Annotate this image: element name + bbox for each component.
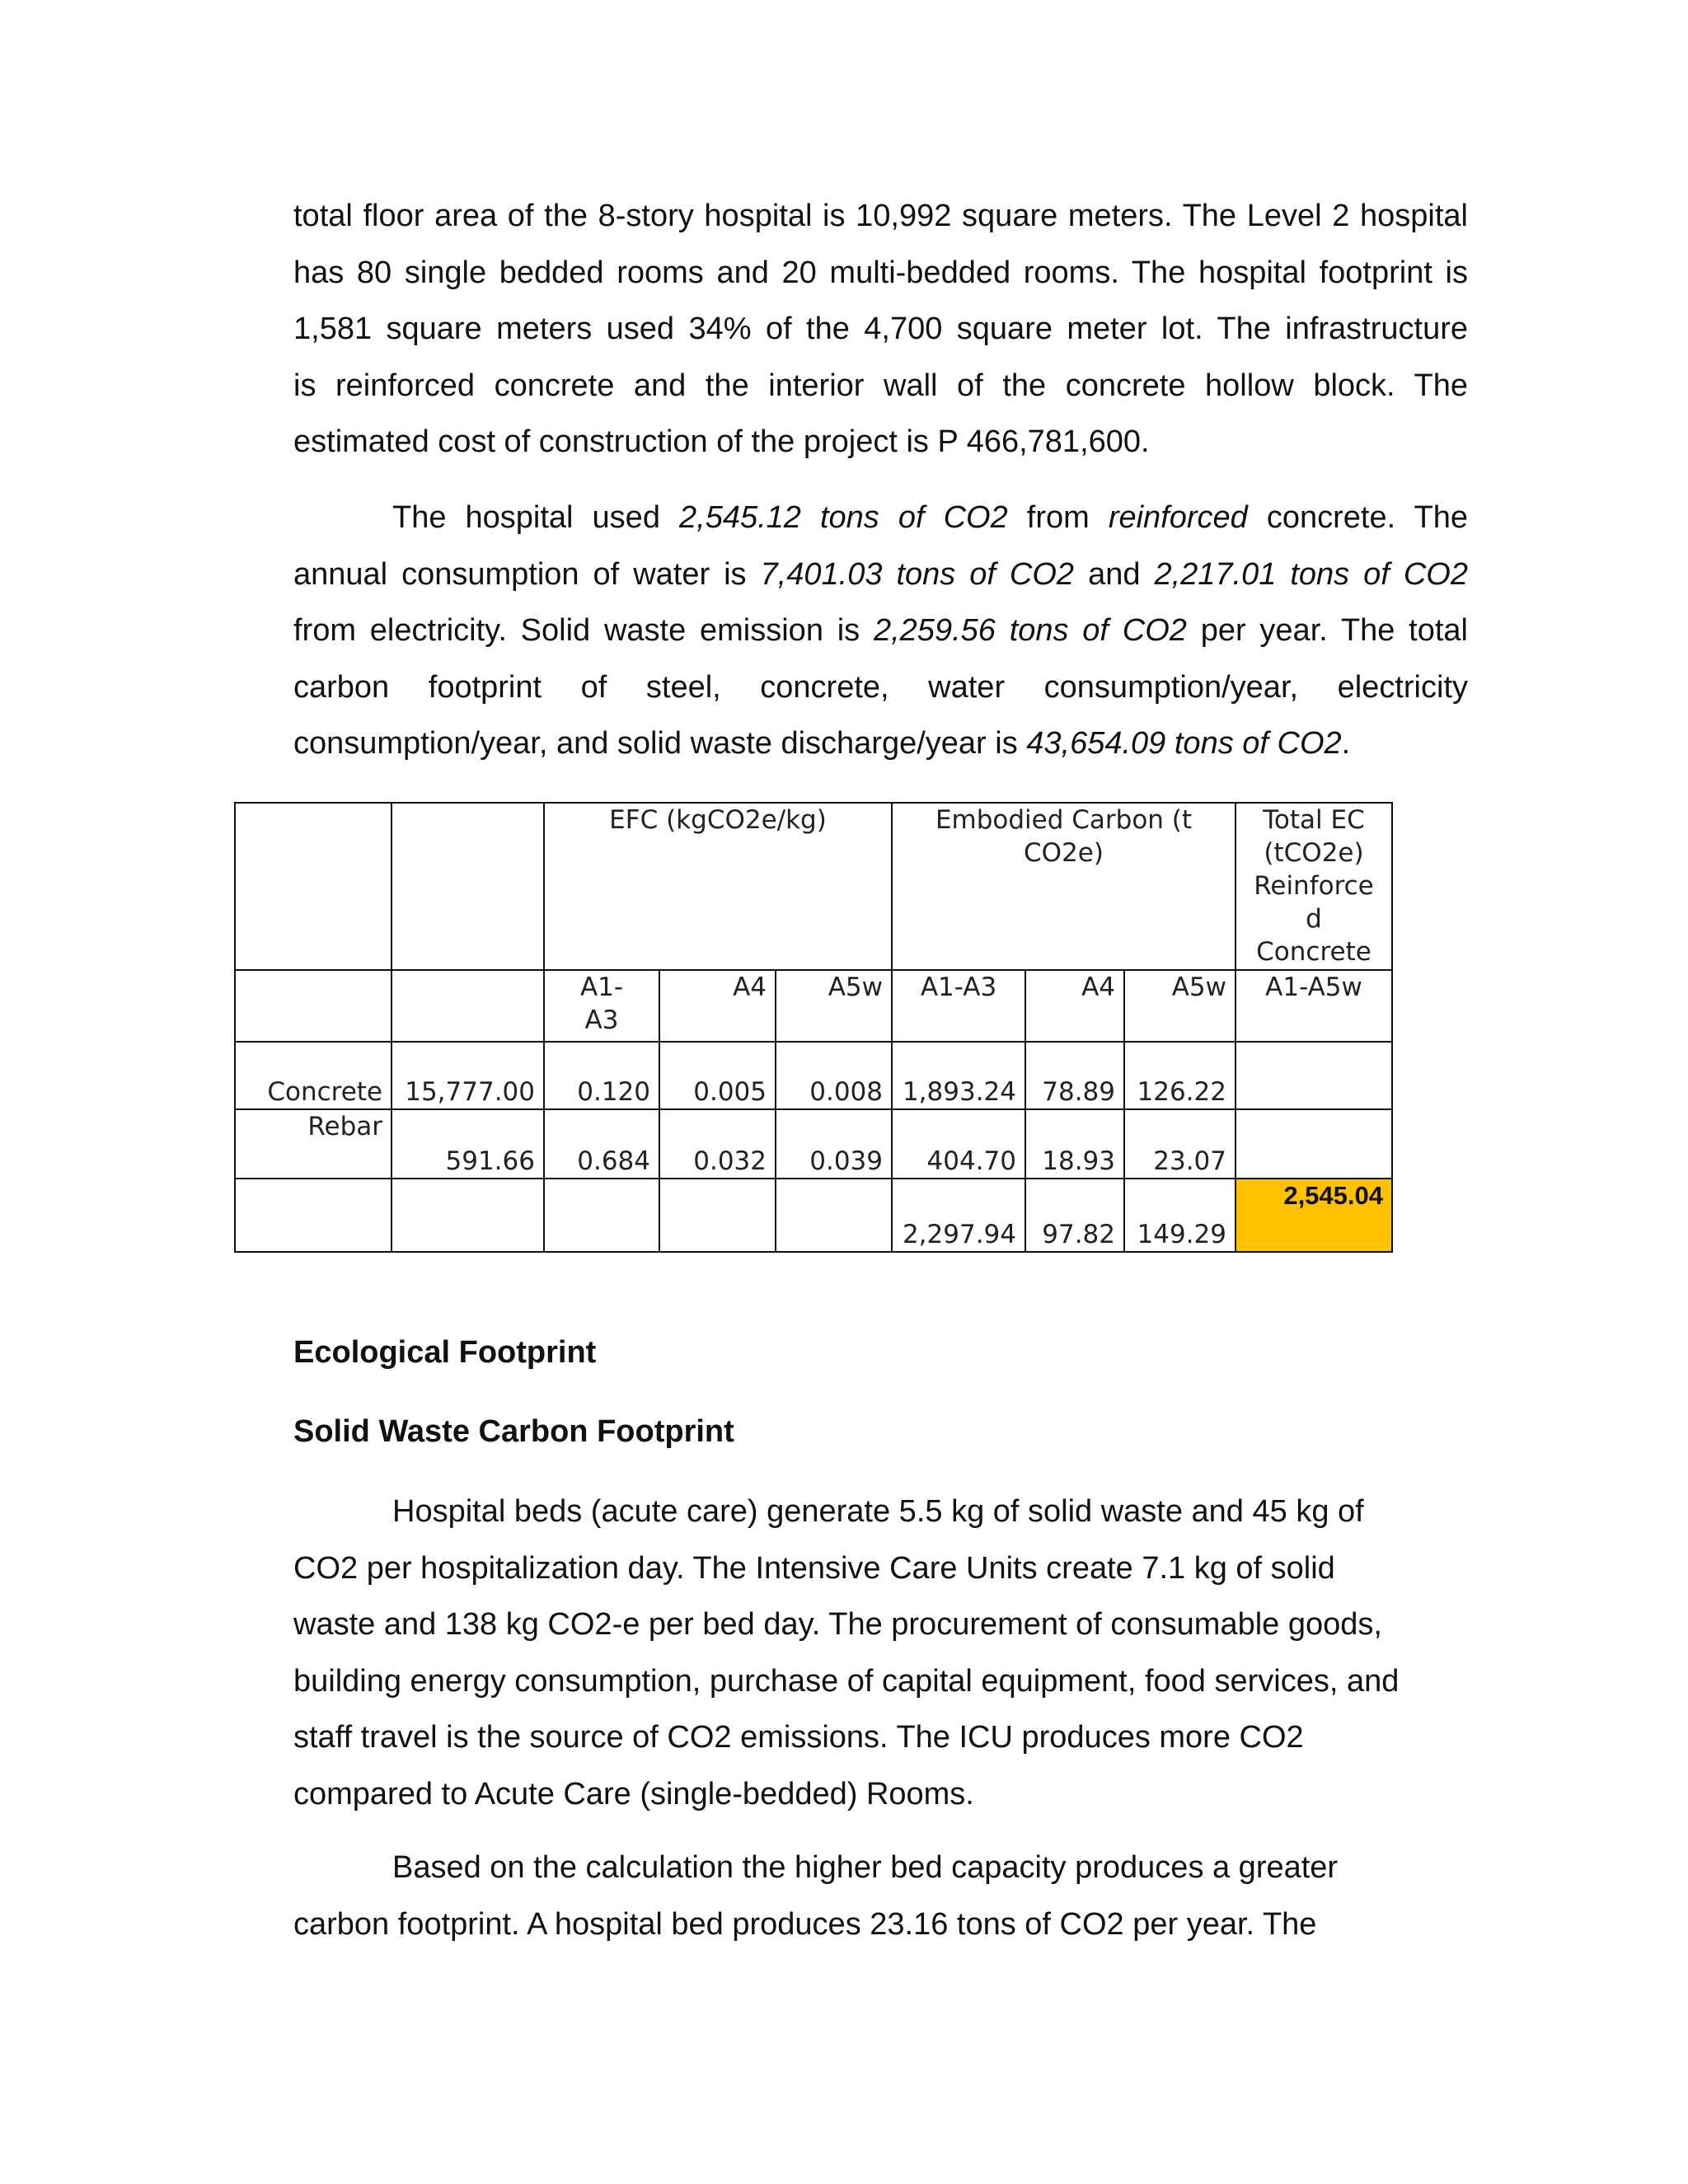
quantity-cell: 15,777.00 — [392, 1042, 544, 1109]
table-cell — [544, 1179, 659, 1252]
total-ec-header: Total EC (tCO2e) Reinforce d Concrete — [1236, 803, 1392, 970]
table-cell — [235, 970, 392, 1042]
text-line: compared to Acute Care (single-bedded) Rooms. — [293, 1776, 974, 1811]
material-cell: Rebar — [235, 1109, 392, 1179]
text-line: Hospital beds (acute care) generate 5.5 kg of solid waste and 45 kg of — [392, 1494, 1364, 1529]
intro-paragraph — [293, 188, 1468, 471]
text-line: building energy consumption, purchase of capital equipment, food services, and — [293, 1663, 1400, 1699]
ec-total-cell: 97.82 — [1025, 1179, 1124, 1252]
table-cell — [1236, 1042, 1392, 1109]
text-line: carbon footprint of steel, concrete, water consumption/year, electricity — [293, 669, 1468, 705]
text-line: waste and 138 kg CO2-e per bed day. The procurement of consumable goods, — [293, 1607, 1382, 1642]
table-cell — [392, 803, 544, 970]
grand-total-cell: 2,545.04 — [1236, 1179, 1392, 1252]
efc-cell: 0.684 — [544, 1109, 659, 1179]
table-total-row — [235, 1179, 1392, 1252]
ec-a5w-header: A5w — [1124, 970, 1236, 1042]
bed-capacity-paragraph — [293, 1840, 1468, 1952]
ec-total-cell: 2,297.94 — [892, 1179, 1025, 1252]
total-a1a5w-header: A1-A5w — [1236, 970, 1392, 1042]
ec-cell: 78.89 — [1025, 1042, 1124, 1109]
section-heading: Ecological Footprint — [293, 1335, 597, 1370]
emissions-paragraph — [293, 490, 1468, 772]
table-cell — [776, 1179, 892, 1252]
ec-a1a3-header: A1-A3 — [892, 970, 1025, 1042]
text-line: carbon footprint. A hospital bed produces 23.16 tons of CO2 per year. The — [293, 1906, 1317, 1942]
solid-waste-paragraph — [293, 1483, 1468, 1822]
text-line: consumption/year, and solid waste discharge/year is 43,654.09 tons of CO2. — [293, 726, 1351, 761]
efc-header: EFC (kgCO2e/kg) — [544, 803, 892, 970]
table-cell — [392, 970, 544, 1042]
table-row — [235, 1109, 1392, 1179]
text-line: The hospital used 2,545.12 tons of CO2 from reinforced concrete. The — [392, 500, 1468, 535]
table-cell — [1236, 1109, 1392, 1179]
embodied-carbon-table — [234, 802, 1393, 1253]
quantity-cell: 591.66 — [392, 1109, 544, 1179]
text-line: from electricity. Solid waste emission is 2,259.56 tons of CO2 per year. The total — [293, 613, 1468, 648]
efc-a5w-header: A5w — [776, 970, 892, 1042]
embodied-carbon-header: Embodied Carbon (t CO2e) — [892, 803, 1236, 970]
ec-cell: 126.22 — [1124, 1042, 1236, 1109]
ec-cell: 18.93 — [1025, 1109, 1124, 1179]
table-row — [235, 1042, 1392, 1109]
table-subheader-row — [235, 970, 1392, 1042]
efc-a1a3-header: A1- A3 — [544, 970, 659, 1042]
efc-cell: 0.005 — [659, 1042, 776, 1109]
text-line: estimated cost of construction of the project is P 466,781,600. — [293, 424, 1150, 459]
ec-cell: 404.70 — [892, 1109, 1025, 1179]
efc-cell: 0.032 — [659, 1109, 776, 1179]
text-line: is reinforced concrete and the interior wall of the concrete hollow block. The — [293, 368, 1468, 403]
text-line: has 80 single bedded rooms and 20 multi-bedded rooms. The hospital footprint is — [293, 255, 1468, 290]
ec-cell: 1,893.24 — [892, 1042, 1025, 1109]
table-header-row — [235, 803, 1392, 970]
efc-cell: 0.008 — [776, 1042, 892, 1109]
table-cell — [235, 803, 392, 970]
ec-total-cell: 149.29 — [1124, 1179, 1236, 1252]
efc-cell: 0.120 — [544, 1042, 659, 1109]
ec-a4-header: A4 — [1025, 970, 1124, 1042]
table-cell — [235, 1179, 392, 1252]
text-line: Based on the calculation the higher bed capacity produces a greater — [392, 1850, 1339, 1885]
table-cell — [659, 1179, 776, 1252]
text-line: annual consumption of water is 7,401.03 tons of CO2 and 2,217.01 tons of CO2 — [293, 556, 1468, 592]
efc-cell: 0.039 — [776, 1109, 892, 1179]
section-subheading: Solid Waste Carbon Footprint — [293, 1414, 734, 1449]
text-line: CO2 per hospitalization day. The Intensive Care Units create 7.1 kg of solid — [293, 1550, 1335, 1586]
text-line: total floor area of the 8-story hospital is 10,992 square meters. The Level 2 hospital — [293, 199, 1468, 233]
efc-a4-header: A4 — [659, 970, 776, 1042]
material-cell: Concrete — [235, 1042, 392, 1109]
ec-cell: 23.07 — [1124, 1109, 1236, 1179]
text-line: staff travel is the source of CO2 emissions. The ICU produces more CO2 — [293, 1720, 1304, 1755]
table-cell — [392, 1179, 544, 1252]
text-line: 1,581 square meters used 34% of the 4,700 square meter lot. The infrastructure — [293, 312, 1468, 346]
